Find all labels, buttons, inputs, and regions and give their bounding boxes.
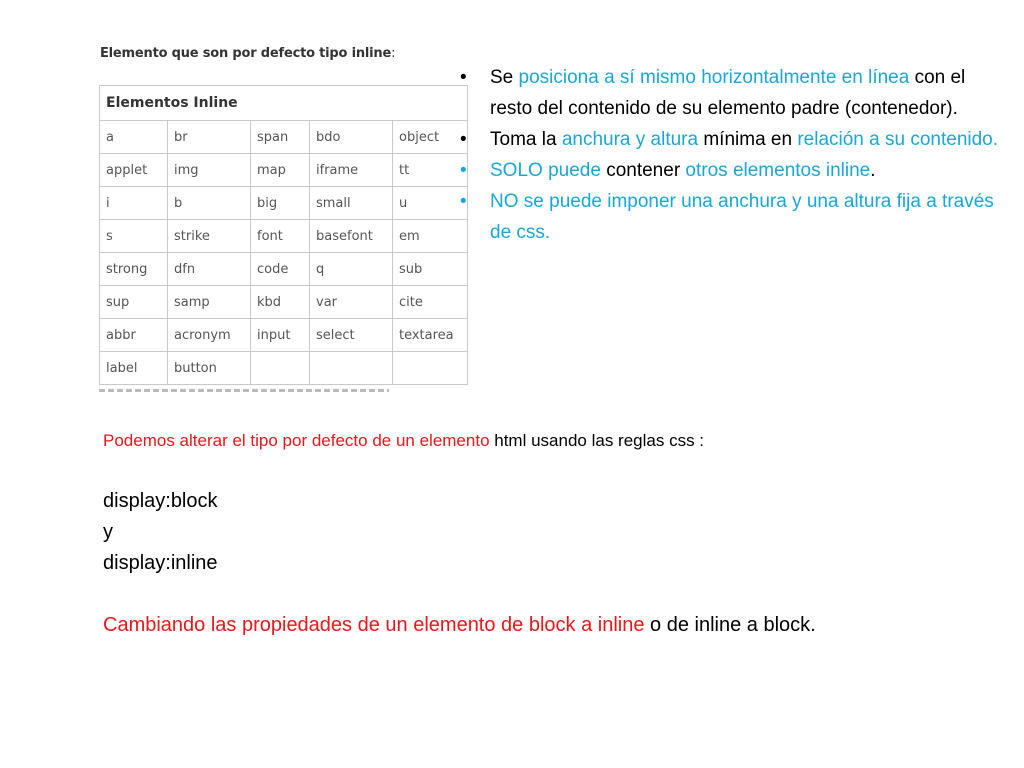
table-cell: sup — [100, 286, 168, 319]
table-cell: input — [251, 319, 310, 352]
table-cell: big — [251, 187, 310, 220]
table-cell: samp — [168, 286, 251, 319]
bullet-text-segment: mínima en — [698, 129, 798, 150]
table-cell: i — [100, 187, 168, 220]
paragraph-change-properties-black: o de inline a block. — [644, 614, 816, 636]
table-cell: map — [251, 154, 310, 187]
bullet-text-segment: con el resto del contenido de su elemento padre (contenedor). — [490, 67, 966, 119]
bullet-text-segment: posiciona a sí mismo horizontalmente en línea — [518, 67, 910, 88]
table-cell: a — [100, 121, 168, 154]
table-row — [100, 220, 468, 253]
table-cell: br — [168, 121, 251, 154]
bullet-text-segment: Toma la — [490, 129, 562, 150]
paragraph-change-properties — [103, 610, 903, 641]
code-line: display:inline — [103, 552, 218, 574]
table-cell: textarea — [393, 319, 468, 352]
table-row — [100, 319, 468, 352]
bullet-text-segment: relación a su contenido. — [797, 129, 999, 150]
table-cell: strike — [168, 220, 251, 253]
bullet-dot-icon: • — [460, 129, 467, 150]
bullet-text-segment: Se — [490, 67, 519, 88]
table-cell: kbd — [251, 286, 310, 319]
table-cell: var — [310, 286, 393, 319]
bullet-list — [460, 62, 1000, 248]
table-cell: em — [393, 220, 468, 253]
table-cell: small — [310, 187, 393, 220]
paragraph-alter-type-black: html usando las reglas css : — [489, 431, 705, 450]
bullet-dot-icon: • — [460, 160, 467, 181]
table-cell: s — [100, 220, 168, 253]
table-cell: dfn — [168, 253, 251, 286]
table-caption-text: Elemento que son por defecto tipo inline — [100, 46, 392, 61]
table-cell: b — [168, 187, 251, 220]
table-cell: code — [251, 253, 310, 286]
table-cell: iframe — [310, 154, 393, 187]
code-line: display:block — [103, 490, 218, 512]
table-cell: font — [251, 220, 310, 253]
table-row — [100, 187, 468, 220]
table-cell: q — [310, 253, 393, 286]
bullet-text-segment: contener — [600, 160, 686, 181]
table-cell: applet — [100, 154, 168, 187]
table-cell: object — [393, 121, 468, 154]
bullet-text-segment: SOLO puede — [490, 160, 601, 181]
code-line: y — [103, 521, 113, 543]
table-cell — [393, 352, 468, 385]
table-cell: acronym — [168, 319, 251, 352]
bullet-text-segment: . — [870, 160, 876, 181]
bullet-dot-icon: • — [460, 67, 467, 88]
code-lines — [103, 486, 218, 579]
table-cell: sub — [393, 253, 468, 286]
bullet-text-segment: NO se puede imponer una anchura y una altura fija a través de css. — [490, 191, 994, 243]
paragraph-alter-type-red: Podemos alterar el tipo por defecto de un elemento — [103, 431, 490, 450]
table-cell: select — [310, 319, 393, 352]
table-cell: cite — [393, 286, 468, 319]
table-row — [100, 286, 468, 319]
table-header-row — [100, 86, 468, 121]
bullet-text-segment: anchura y altura — [561, 129, 699, 150]
table-cell: tt — [393, 154, 468, 187]
table-cell: button — [168, 352, 251, 385]
table-row — [100, 121, 468, 154]
table-cell: img — [168, 154, 251, 187]
table-caption — [100, 46, 395, 61]
table-caption-colon: : — [391, 46, 396, 61]
bullet-dot-icon: • — [460, 191, 467, 212]
table-row — [100, 253, 468, 286]
paragraph-change-properties-red: Cambiando las propiedades de un elemento de block a inline — [103, 614, 645, 636]
table-body — [100, 121, 468, 385]
table-cell: label — [100, 352, 168, 385]
inline-elements-table — [99, 85, 468, 385]
cropped-table-footnote — [99, 384, 409, 392]
bullet-item — [460, 62, 1000, 124]
bullet-item — [460, 186, 1000, 248]
bullet-text-segment: otros elementos inline — [685, 160, 871, 181]
table-row — [100, 352, 468, 385]
table-cell — [251, 352, 310, 385]
table-cell: strong — [100, 253, 168, 286]
paragraph-alter-type — [103, 431, 704, 451]
table-cell: span — [251, 121, 310, 154]
table-cell: basefont — [310, 220, 393, 253]
table-header: Elementos Inline — [100, 86, 468, 121]
table-cell: abbr — [100, 319, 168, 352]
table-row — [100, 154, 468, 187]
table-cell: bdo — [310, 121, 393, 154]
bullet-item — [460, 124, 1000, 155]
bullet-item — [460, 155, 1000, 186]
table-cell: u — [393, 187, 468, 220]
table-cell — [310, 352, 393, 385]
